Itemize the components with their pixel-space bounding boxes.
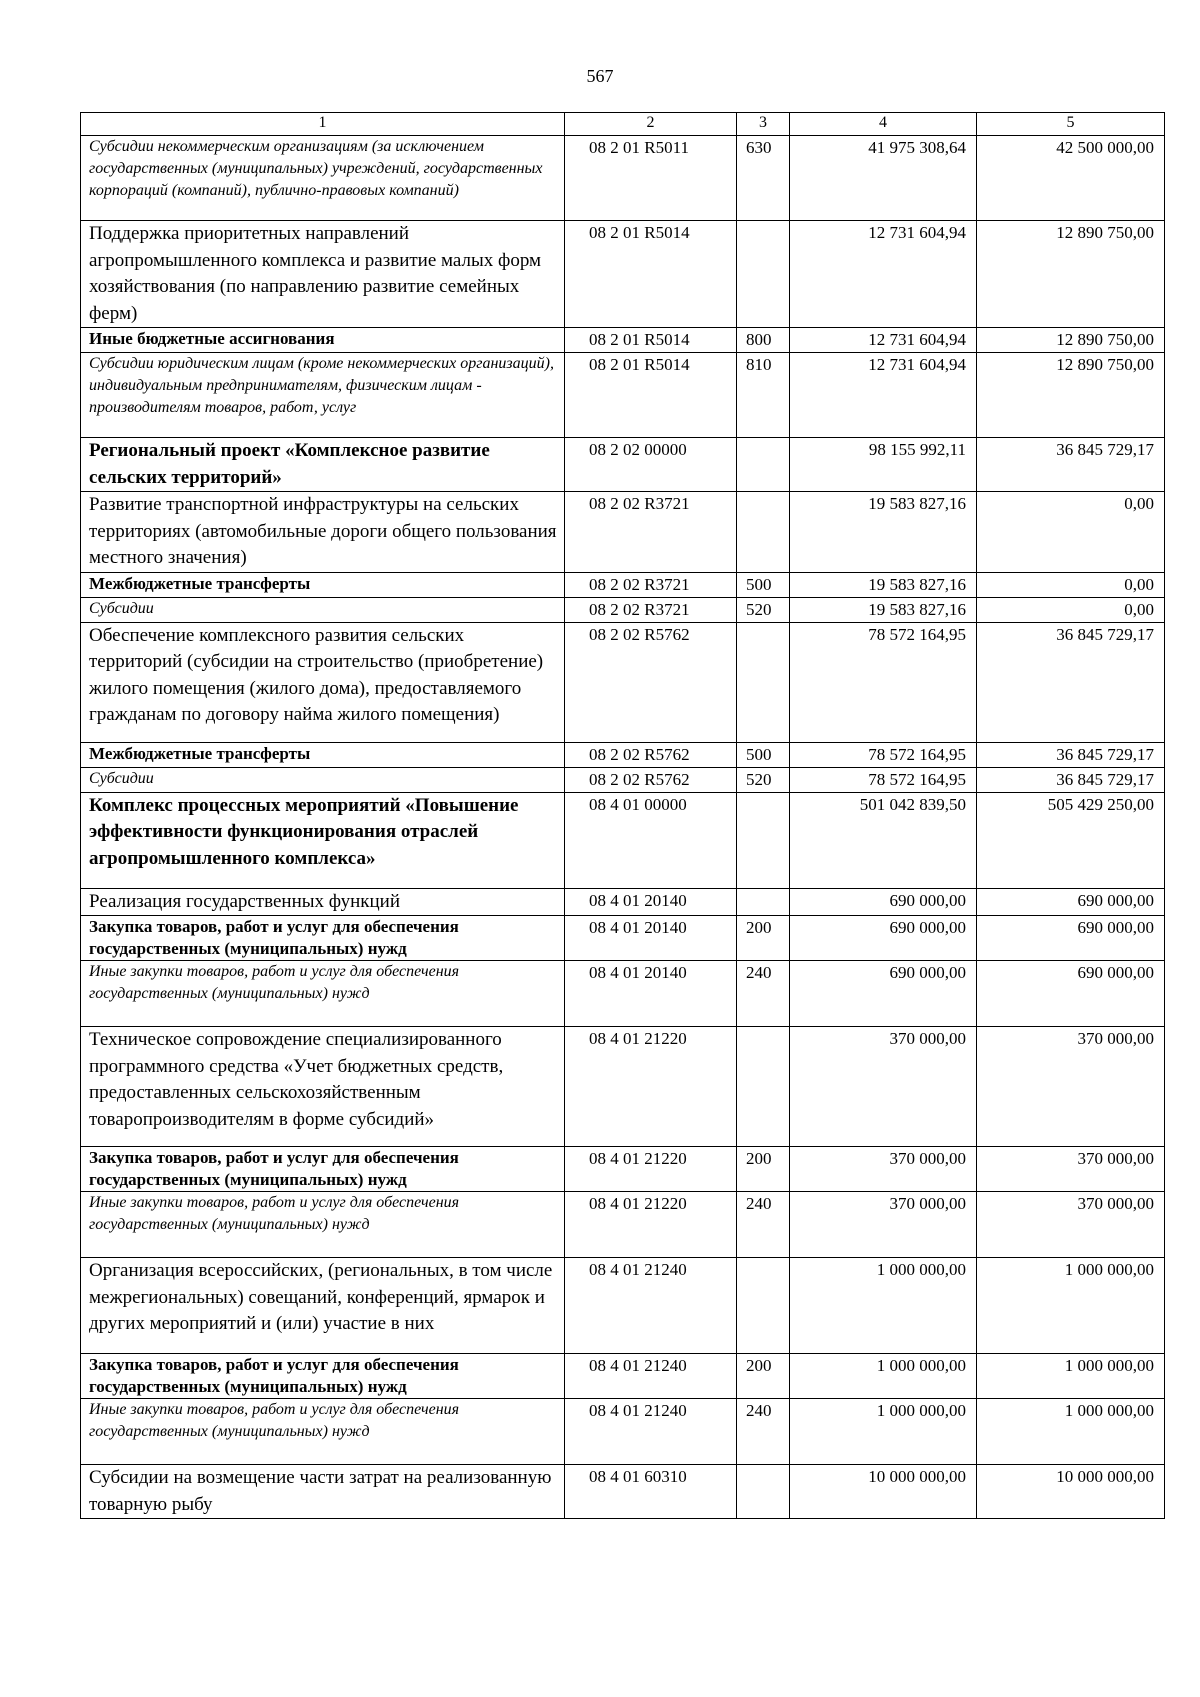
row-value-current-cell: 690 000,00 — [790, 916, 977, 961]
row-type-cell — [737, 438, 790, 492]
table-row — [81, 136, 1165, 221]
row-value-current-cell: 370 000,00 — [790, 1192, 977, 1258]
row-code-cell: 08 2 02 R3721 — [565, 572, 737, 597]
row-value-current-cell: 10 000 000,00 — [790, 1465, 977, 1519]
row-code-cell: 08 2 01 R5014 — [565, 353, 737, 438]
table-row — [81, 888, 1165, 916]
row-code-cell: 08 4 01 21240 — [565, 1399, 737, 1465]
row-type-cell: 800 — [737, 328, 790, 353]
row-value-next-cell: 1 000 000,00 — [977, 1354, 1165, 1399]
row-value-current-cell: 19 583 827,16 — [790, 572, 977, 597]
row-name-cell: Региональный проект «Комплексное развитие сельских территорий» — [81, 438, 565, 492]
row-code-cell: 08 4 01 20140 — [565, 888, 737, 916]
row-value-current-cell: 1 000 000,00 — [790, 1399, 977, 1465]
row-type-cell: 240 — [737, 1192, 790, 1258]
row-value-next-cell: 36 845 729,17 — [977, 767, 1165, 792]
row-name-cell: Межбюджетные трансферты — [81, 742, 565, 767]
row-code-cell: 08 2 02 R3721 — [565, 597, 737, 622]
row-code-cell: 08 4 01 21220 — [565, 1192, 737, 1258]
row-code-cell: 08 4 01 21220 — [565, 1147, 737, 1192]
table-row — [81, 767, 1165, 792]
row-value-current-cell: 690 000,00 — [790, 961, 977, 1027]
table-row — [81, 916, 1165, 961]
row-name-cell: Иные закупки товаров, работ и услуг для обеспечения государственных (муниципальных) нужд — [81, 961, 565, 1027]
table-row — [81, 1192, 1165, 1258]
column-header-4: 4 — [790, 113, 977, 136]
row-type-cell — [737, 888, 790, 916]
row-value-current-cell: 12 731 604,94 — [790, 328, 977, 353]
row-value-current-cell: 1 000 000,00 — [790, 1258, 977, 1354]
row-value-next-cell: 1 000 000,00 — [977, 1399, 1165, 1465]
table-row — [81, 492, 1165, 573]
row-value-next-cell: 690 000,00 — [977, 916, 1165, 961]
row-type-cell: 500 — [737, 742, 790, 767]
row-code-cell: 08 4 01 21220 — [565, 1027, 737, 1147]
row-type-cell: 240 — [737, 1399, 790, 1465]
row-code-cell: 08 2 01 R5014 — [565, 328, 737, 353]
row-value-current-cell: 12 731 604,94 — [790, 221, 977, 328]
row-value-current-cell: 1 000 000,00 — [790, 1354, 977, 1399]
row-value-next-cell: 690 000,00 — [977, 888, 1165, 916]
row-name-cell: Организация всероссийских, (региональных, в том числе межрегиональных) совещаний, конференций, ярмарок и других мероприятий и (или) участие в них — [81, 1258, 565, 1354]
row-value-current-cell: 41 975 308,64 — [790, 136, 977, 221]
table-row — [81, 353, 1165, 438]
row-value-next-cell: 0,00 — [977, 492, 1165, 573]
budget-table — [80, 112, 1165, 1519]
row-value-current-cell: 19 583 827,16 — [790, 492, 977, 573]
table-row — [81, 597, 1165, 622]
row-value-next-cell: 12 890 750,00 — [977, 328, 1165, 353]
row-value-current-cell: 501 042 839,50 — [790, 792, 977, 888]
table-row — [81, 1465, 1165, 1519]
row-value-next-cell: 36 845 729,17 — [977, 742, 1165, 767]
row-value-current-cell: 370 000,00 — [790, 1027, 977, 1147]
row-value-next-cell: 10 000 000,00 — [977, 1465, 1165, 1519]
row-value-next-cell: 1 000 000,00 — [977, 1258, 1165, 1354]
table-row — [81, 622, 1165, 742]
row-code-cell: 08 4 01 20140 — [565, 961, 737, 1027]
table-row — [81, 572, 1165, 597]
row-type-cell: 200 — [737, 1147, 790, 1192]
row-name-cell: Субсидии — [81, 767, 565, 792]
row-value-next-cell: 0,00 — [977, 572, 1165, 597]
row-name-cell: Комплекс процессных мероприятий «Повышение эффективности функционирования отраслей агропромышленного комплекса» — [81, 792, 565, 888]
table-row — [81, 328, 1165, 353]
row-value-next-cell: 0,00 — [977, 597, 1165, 622]
row-code-cell: 08 2 02 R3721 — [565, 492, 737, 573]
row-code-cell: 08 2 02 R5762 — [565, 622, 737, 742]
row-type-cell: 240 — [737, 961, 790, 1027]
row-code-cell: 08 4 01 21240 — [565, 1354, 737, 1399]
row-name-cell: Поддержка приоритетных направлений агропромышленного комплекса и развитие малых форм хозяйствования (по направлению развитие семейных ферм) — [81, 221, 565, 328]
table-row — [81, 438, 1165, 492]
table-row — [81, 1147, 1165, 1192]
row-name-cell: Субсидии юридическим лицам (кроме некоммерческих организаций), индивидуальным предпринимателям, физическим лицам - производителям товаров, работ, услуг — [81, 353, 565, 438]
table-row — [81, 1399, 1165, 1465]
table-row — [81, 1354, 1165, 1399]
table-row — [81, 221, 1165, 328]
row-name-cell: Реализация государственных функций — [81, 888, 565, 916]
row-value-next-cell: 42 500 000,00 — [977, 136, 1165, 221]
row-type-cell — [737, 1258, 790, 1354]
row-type-cell: 520 — [737, 597, 790, 622]
table-row — [81, 1258, 1165, 1354]
row-value-next-cell: 370 000,00 — [977, 1027, 1165, 1147]
table-row — [81, 792, 1165, 888]
row-name-cell: Закупка товаров, работ и услуг для обеспечения государственных (муниципальных) нужд — [81, 916, 565, 961]
row-code-cell: 08 2 02 R5762 — [565, 767, 737, 792]
row-code-cell: 08 2 01 R5014 — [565, 221, 737, 328]
row-code-cell: 08 2 02 00000 — [565, 438, 737, 492]
row-value-next-cell: 12 890 750,00 — [977, 353, 1165, 438]
row-type-cell — [737, 221, 790, 328]
row-value-current-cell: 370 000,00 — [790, 1147, 977, 1192]
column-header-3: 3 — [737, 113, 790, 136]
row-type-cell — [737, 492, 790, 573]
row-type-cell — [737, 1027, 790, 1147]
row-name-cell: Субсидии некоммерческим организациям (за исключением государственных (муниципальных) учреждений, государственных корпораций (компаний), публично-правовых компаний) — [81, 136, 565, 221]
row-name-cell: Субсидии на возмещение части затрат на реализованную товарную рыбу — [81, 1465, 565, 1519]
column-header-5: 5 — [977, 113, 1165, 136]
column-header-2: 2 — [565, 113, 737, 136]
row-value-current-cell: 78 572 164,95 — [790, 767, 977, 792]
row-value-next-cell: 370 000,00 — [977, 1192, 1165, 1258]
row-type-cell — [737, 792, 790, 888]
row-code-cell: 08 2 02 R5762 — [565, 742, 737, 767]
row-name-cell: Иные закупки товаров, работ и услуг для обеспечения государственных (муниципальных) нужд — [81, 1399, 565, 1465]
row-code-cell: 08 4 01 60310 — [565, 1465, 737, 1519]
table-row — [81, 1027, 1165, 1147]
page-number: 567 — [586, 66, 614, 86]
row-name-cell: Закупка товаров, работ и услуг для обеспечения государственных (муниципальных) нужд — [81, 1147, 565, 1192]
row-type-cell: 200 — [737, 1354, 790, 1399]
row-value-next-cell: 370 000,00 — [977, 1147, 1165, 1192]
row-type-cell: 810 — [737, 353, 790, 438]
row-code-cell: 08 4 01 00000 — [565, 792, 737, 888]
row-value-next-cell: 36 845 729,17 — [977, 622, 1165, 742]
row-value-next-cell: 36 845 729,17 — [977, 438, 1165, 492]
row-type-cell: 630 — [737, 136, 790, 221]
row-type-cell: 520 — [737, 767, 790, 792]
row-code-cell: 08 2 01 R5011 — [565, 136, 737, 221]
row-value-current-cell: 12 731 604,94 — [790, 353, 977, 438]
row-name-cell: Иные бюджетные ассигнования — [81, 328, 565, 353]
row-value-current-cell: 78 572 164,95 — [790, 742, 977, 767]
row-type-cell — [737, 622, 790, 742]
row-name-cell: Техническое сопровождение специализированного программного средства «Учет бюджетных средств, предоставленных сельскохозяйственным товаропроизводителям в форме субсидий» — [81, 1027, 565, 1147]
table-row — [81, 961, 1165, 1027]
table-row — [81, 742, 1165, 767]
table-body — [81, 136, 1165, 1519]
column-header-1: 1 — [81, 113, 565, 136]
row-type-cell: 200 — [737, 916, 790, 961]
row-code-cell: 08 4 01 21240 — [565, 1258, 737, 1354]
row-name-cell: Межбюджетные трансферты — [81, 572, 565, 597]
row-value-next-cell: 690 000,00 — [977, 961, 1165, 1027]
row-value-next-cell: 505 429 250,00 — [977, 792, 1165, 888]
row-value-next-cell: 12 890 750,00 — [977, 221, 1165, 328]
row-name-cell: Обеспечение комплексного развития сельских территорий (субсидии на строительство (приобретение) жилого помещения (жилого дома), предоставляемого гражданам по договору найма жилого помещения) — [81, 622, 565, 742]
row-name-cell: Иные закупки товаров, работ и услуг для обеспечения государственных (муниципальных) нужд — [81, 1192, 565, 1258]
row-value-current-cell: 78 572 164,95 — [790, 622, 977, 742]
row-code-cell: 08 4 01 20140 — [565, 916, 737, 961]
table-header-row — [81, 113, 1165, 136]
row-type-cell: 500 — [737, 572, 790, 597]
row-value-current-cell: 98 155 992,11 — [790, 438, 977, 492]
row-name-cell: Закупка товаров, работ и услуг для обеспечения государственных (муниципальных) нужд — [81, 1354, 565, 1399]
row-value-current-cell: 690 000,00 — [790, 888, 977, 916]
row-value-current-cell: 19 583 827,16 — [790, 597, 977, 622]
row-name-cell: Развитие транспортной инфраструктуры на сельских территориях (автомобильные дороги общего пользования местного значения) — [81, 492, 565, 573]
row-name-cell: Субсидии — [81, 597, 565, 622]
row-type-cell — [737, 1465, 790, 1519]
